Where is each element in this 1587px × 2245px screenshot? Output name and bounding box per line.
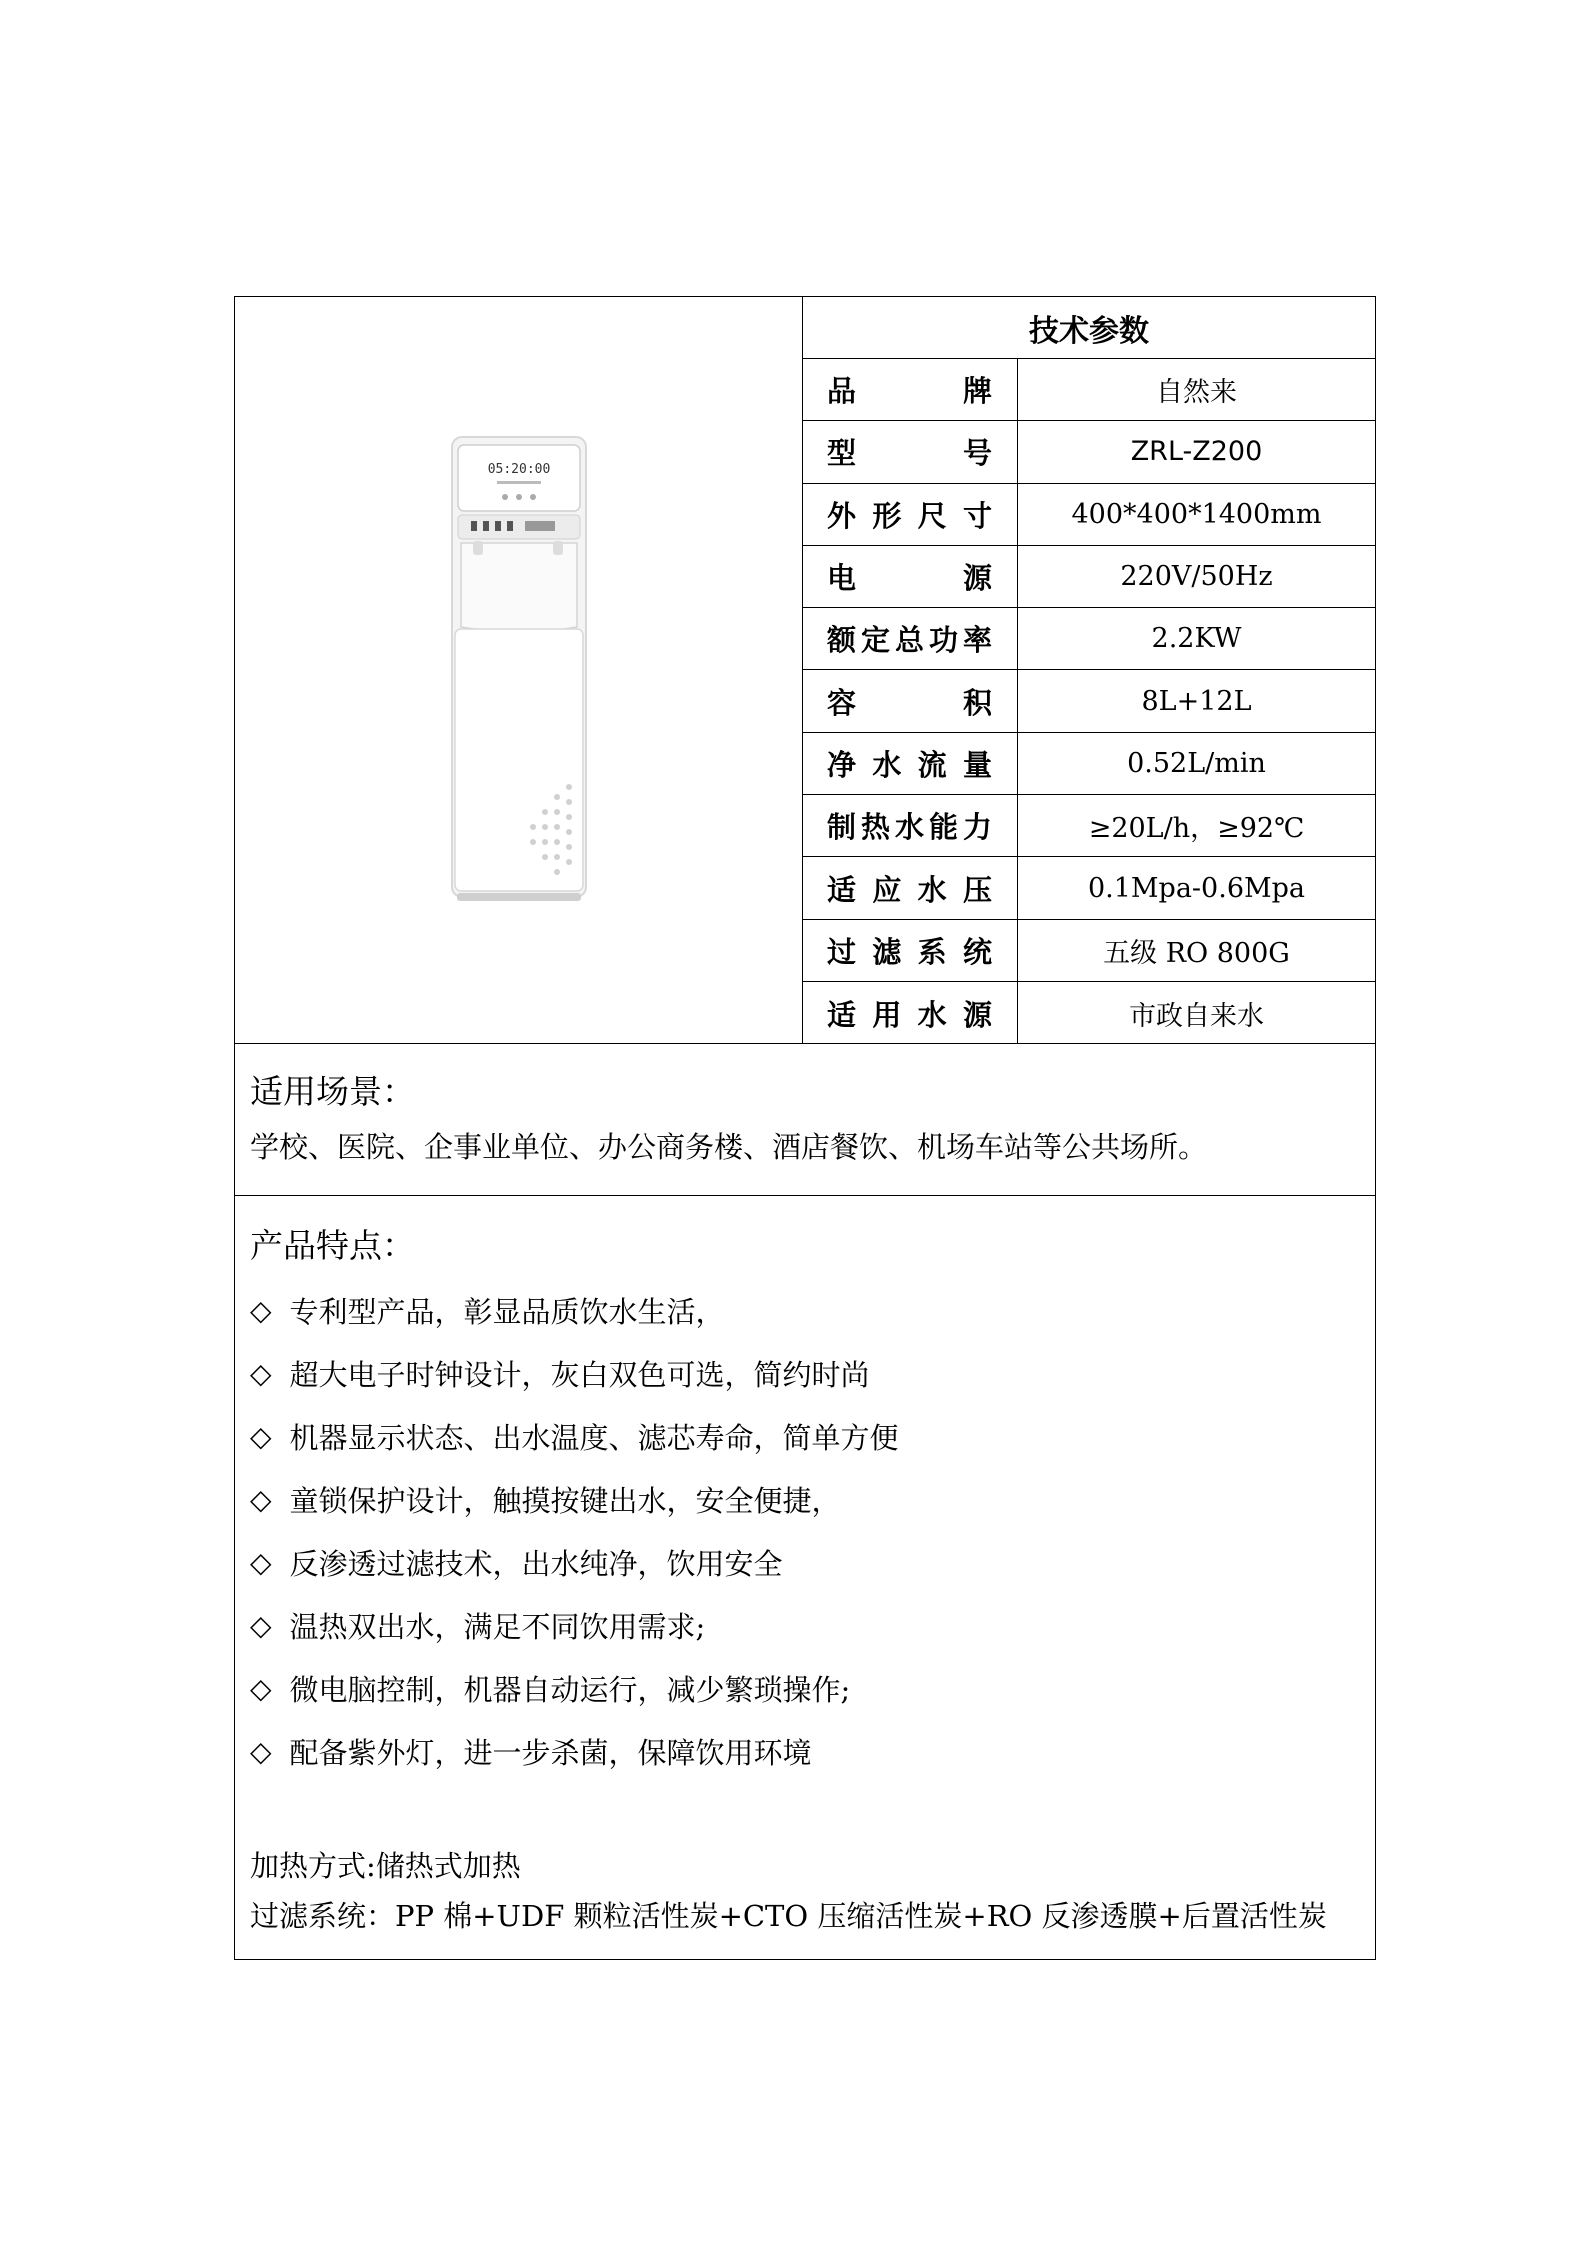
diamond-bullet-icon: ◇ (250, 1609, 272, 1642)
spec-label: 适应水压 (827, 872, 993, 907)
feature-item: ◇ 温热双出水，满足不同饮用需求; (250, 1609, 706, 1644)
diamond-bullet-icon: ◇ (250, 1420, 272, 1453)
spec-row-brand (803, 359, 1375, 421)
spec-row-filtration (803, 920, 1375, 982)
diamond-bullet-icon: ◇ (250, 1483, 272, 1516)
spec-value: 8L+12L (1141, 685, 1252, 717)
heating-method: 加热方式:储热式加热 (250, 1848, 521, 1883)
feature-item: ◇ 专利型产品，彰显品质饮水生活， (250, 1294, 725, 1329)
usage-heading: 适用场景： (250, 1072, 415, 1111)
filtration-system: 过滤系统：PP 棉+UDF 颗粒活性炭+CTO 压缩活性炭+RO 反渗透膜+后置活性炭 (250, 1898, 1327, 1933)
diamond-bullet-icon: ◇ (250, 1357, 272, 1390)
spec-value: ≥20L/h，≥92℃ (1088, 813, 1305, 845)
spec-label: 过滤系统 (827, 934, 993, 969)
spec-label: 制热水能力 (827, 810, 993, 845)
spec-value: 0.52L/min (1127, 747, 1266, 779)
spec-label: 电源 (827, 561, 993, 596)
spec-table-title: 技术参数 (803, 297, 1375, 359)
spec-row-rated-power (803, 608, 1375, 670)
diamond-bullet-icon: ◇ (250, 1735, 272, 1768)
feature-item: ◇ 反渗透过滤技术，出水纯净，饮用安全 (250, 1546, 783, 1581)
feature-item: ◇ 机器显示状态、出水温度、滤芯寿命，简单方便 (250, 1420, 899, 1455)
product-sheet (234, 296, 1376, 1960)
spec-value: ZRL-Z200 (1130, 436, 1263, 468)
feature-item: ◇ 微电脑控制，机器自动运行，减少繁琐操作; (250, 1672, 851, 1707)
spec-value: 0.1Mpa-0.6Mpa (1087, 872, 1306, 904)
spec-row-flow (803, 733, 1375, 795)
spec-row-capacity (803, 670, 1375, 732)
water-dispenser-icon (235, 297, 803, 1044)
diamond-bullet-icon: ◇ (250, 1294, 272, 1327)
product-photo-cell (235, 297, 803, 1043)
spec-value: 2.2KW (1151, 623, 1242, 655)
spec-label: 品牌 (827, 374, 993, 409)
spec-label: 容积 (827, 685, 993, 720)
spec-value: 五级 RO 800G (1103, 937, 1290, 969)
usage-section (235, 1044, 1375, 1196)
top-section (235, 297, 1375, 1044)
spec-row-power-supply (803, 546, 1375, 608)
spec-value: 市政自来水 (1129, 1000, 1264, 1032)
diamond-bullet-icon: ◇ (250, 1672, 272, 1705)
feature-item: ◇ 童锁保护设计，触摸按键出水，安全便捷， (250, 1483, 841, 1518)
features-section (235, 1196, 1375, 1959)
usage-text: 学校、医院、企事业单位、办公商务楼、酒店餐饮、机场车站等公共场所。 (250, 1130, 1208, 1164)
feature-item: ◇ 超大电子时钟设计，灰白双色可选，简约时尚 (250, 1357, 870, 1392)
spec-row-model (803, 421, 1375, 483)
spec-row-water-source (803, 982, 1375, 1044)
spec-label: 额定总功率 (827, 623, 993, 658)
feature-item: ◇ 配备紫外灯，进一步杀菌，保障饮用环境 (250, 1735, 812, 1770)
diamond-bullet-icon: ◇ (250, 1546, 272, 1579)
spec-value: 220V/50Hz (1120, 561, 1273, 593)
spec-row-dimensions (803, 484, 1375, 546)
spec-table (803, 297, 1375, 1043)
features-heading: 产品特点： (250, 1226, 415, 1265)
spec-value: 400*400*1400mm (1071, 498, 1322, 530)
spec-label: 外形尺寸 (827, 498, 993, 533)
spec-value: 自然来 (1156, 377, 1237, 409)
spec-row-pressure (803, 857, 1375, 919)
spec-label: 适用水源 (827, 997, 993, 1032)
display-time: 05:20:00 (487, 462, 551, 477)
spec-label: 净水流量 (827, 747, 993, 782)
spec-row-heating (803, 795, 1375, 857)
spec-label: 型号 (827, 436, 993, 471)
